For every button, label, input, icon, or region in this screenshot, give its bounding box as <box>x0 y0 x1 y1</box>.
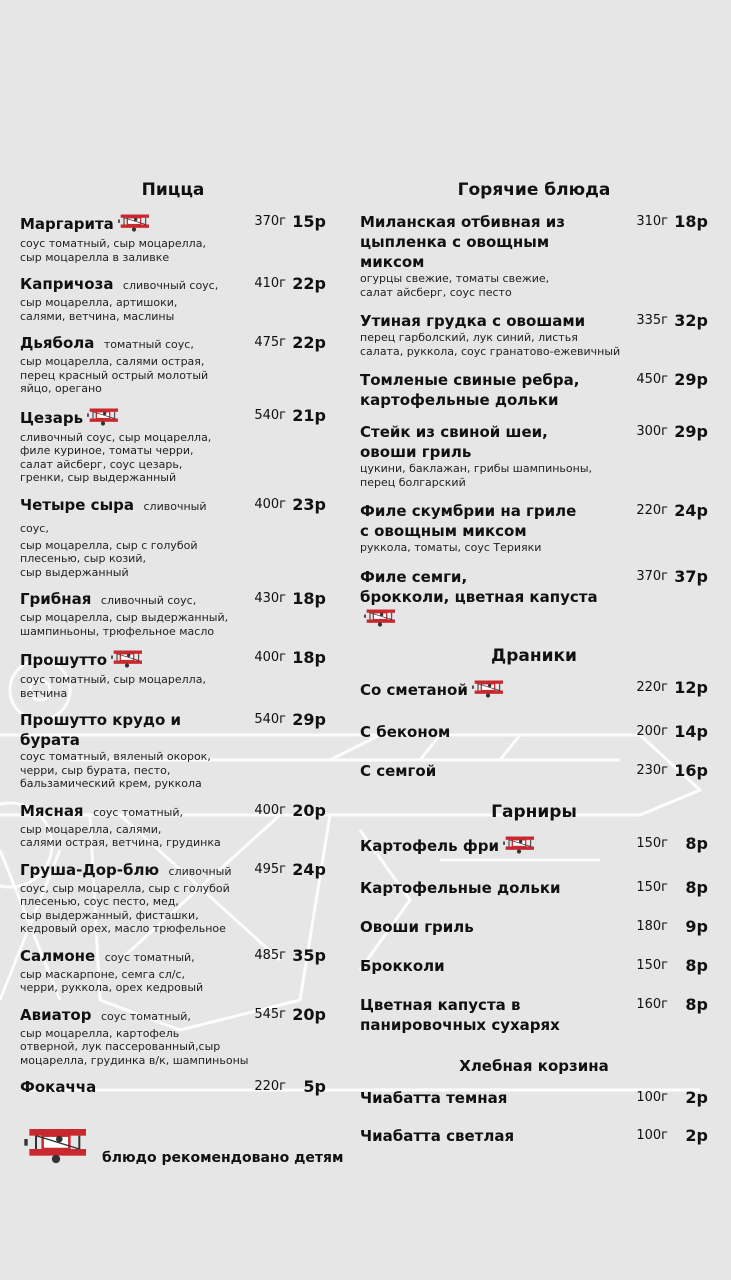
item-name-wrap <box>20 333 234 355</box>
menu-item <box>360 722 708 742</box>
item-weight: 100г <box>636 1089 668 1105</box>
item-name: Филе семги, брокколи, цветная капуста <box>360 567 598 606</box>
item-weight: 545г <box>254 1006 286 1022</box>
item-name-wrap <box>20 801 234 823</box>
item-weight: 150г <box>636 957 668 973</box>
item-head <box>360 567 708 632</box>
item-name: Авиатор <box>20 1005 92 1024</box>
item-description: соус, сыр моцарелла, сыр с голубой плесенью, соус песто, мед, сыр выдержанный, фисташки, кедровый орех, масло трюфельное <box>20 881 230 935</box>
item-head <box>20 648 326 673</box>
item-desc-inline: соус томатный, <box>101 950 195 964</box>
item-price: 5р <box>303 1077 326 1096</box>
item-name: Фокачча <box>20 1078 97 1096</box>
item-weight: 310г <box>636 214 668 229</box>
item-name-wrap <box>360 917 616 937</box>
menu-item <box>360 501 708 555</box>
item-name-wrap <box>20 589 234 611</box>
item-name-wrap <box>360 311 616 331</box>
biplane-icon <box>502 834 536 859</box>
menu-item <box>360 370 708 410</box>
item-name: Цезарь <box>20 408 84 427</box>
item-weight: 370г <box>636 568 668 584</box>
menu-item <box>360 422 708 489</box>
item-name-wrap <box>20 710 234 750</box>
item-price: 20р <box>292 800 326 820</box>
item-description: цукини, баклажан, грибы шампиньоны, перец болгарский <box>360 462 592 489</box>
item-weight: 335г <box>636 313 668 328</box>
item-head <box>360 956 708 976</box>
item-head <box>360 501 708 541</box>
item-name: Стейк из свиной шеи, овоши гриль <box>360 423 548 461</box>
item-weight: 100г <box>636 1127 668 1143</box>
menu-item <box>360 878 708 898</box>
menu-item <box>20 946 326 995</box>
item-description: сливочный соус, сыр моцарелла, филе куриное, томаты черри, салат айсберг, соус цезарь, гренки, сыр выдержанный <box>20 430 212 484</box>
hot-section-title: Горячие блюда <box>457 180 611 200</box>
item-name-wrap <box>20 1005 234 1027</box>
item-price: 18р <box>292 589 326 608</box>
item-name: Филе скумбрии на гриле с овощным миксом <box>360 502 577 540</box>
item-desc-inline: сливочный соус, <box>20 499 207 535</box>
item-weight: 475г <box>254 335 286 350</box>
item-head <box>20 710 326 750</box>
item-weight: 495г <box>254 861 286 877</box>
item-name: Овоши гриль <box>360 917 474 936</box>
draniki-list <box>360 678 708 781</box>
hot-dishes-list <box>360 212 708 632</box>
item-weight: 540г <box>254 712 286 727</box>
item-price: 18р <box>674 212 708 231</box>
biplane-icon <box>20 1124 92 1168</box>
item-description: соус томатный, сыр моцарелла, ветчина <box>20 673 206 700</box>
item-weight: 370г <box>254 214 286 229</box>
item-name-wrap <box>360 567 616 632</box>
item-name-wrap <box>360 678 616 703</box>
item-weight: 220г <box>636 503 668 518</box>
right-column <box>360 178 708 1164</box>
item-weight: 150г <box>636 835 668 851</box>
item-name: Салмоне <box>20 946 96 965</box>
item-name-wrap <box>360 722 616 742</box>
item-name: Мясная <box>20 801 84 820</box>
menu-item <box>20 589 326 638</box>
item-head <box>20 589 326 611</box>
item-description: перец гарболский, лук синий, листья салата, руккола, соус гранатово-ежевичный <box>360 331 621 358</box>
menu-item <box>20 212 326 264</box>
menu-item <box>360 761 708 781</box>
menu-item <box>360 917 708 937</box>
item-price: 2р <box>685 1125 708 1145</box>
item-name: Со сметаной <box>360 680 468 699</box>
item-name: Капричоза <box>20 275 114 293</box>
item-description: сыр моцарелла, сыр выдержанный, шампиньоны, трюфельное масло <box>20 611 229 638</box>
item-head <box>360 678 708 703</box>
item-price: 22р <box>292 274 326 293</box>
item-weight: 200г <box>636 723 668 739</box>
item-price: 37р <box>674 566 708 586</box>
pizza-list <box>20 212 326 1097</box>
item-name-wrap <box>360 1126 616 1146</box>
item-weight: 410г <box>254 276 286 291</box>
menu-item <box>360 995 708 1035</box>
biplane-icon <box>117 212 151 237</box>
item-name-wrap <box>360 422 616 462</box>
item-name: Картофельные дольки <box>360 878 561 897</box>
item-name-wrap <box>20 274 234 296</box>
item-description: сыр моцарелла, картофель отверной, лук пассерованный,сыр моцарелла, грудинка в/к, шампиньоны <box>20 1026 249 1067</box>
menu-item <box>20 1077 326 1097</box>
item-head <box>360 1088 708 1108</box>
menu-item <box>20 710 326 791</box>
item-price: 14р <box>674 721 708 741</box>
item-price: 24р <box>292 859 326 879</box>
menu-item <box>360 1088 708 1108</box>
item-weight: 450г <box>636 372 668 387</box>
item-name: Картофель фри <box>360 836 499 855</box>
item-price: 35р <box>292 945 326 965</box>
item-name-wrap <box>360 761 616 781</box>
item-name-wrap <box>360 501 616 541</box>
bread-list <box>360 1088 708 1146</box>
menu-item <box>20 860 326 936</box>
item-desc-inline: соус томатный, <box>89 805 184 819</box>
item-name: Груша-Дор-блю <box>20 860 160 879</box>
menu-item <box>360 678 708 703</box>
item-name: Дьябола <box>20 334 95 352</box>
item-head <box>360 422 708 462</box>
item-head <box>360 878 708 898</box>
item-price: 20р <box>292 1004 326 1024</box>
item-weight: 160г <box>636 996 668 1012</box>
item-description: сыр маскарпоне, семга сл/с, черри, руккола, орех кедровый <box>20 967 204 994</box>
menu-item <box>20 648 326 700</box>
item-price: 8р <box>685 877 708 897</box>
item-head <box>20 333 326 355</box>
item-name: Грибная <box>20 590 92 608</box>
item-name: Утиная грудка с овошами <box>360 312 586 330</box>
item-name-wrap <box>20 495 234 539</box>
bread-section-title: Хлебная корзина <box>459 1056 609 1075</box>
item-name: Брокколи <box>360 956 445 975</box>
item-name: Томленые свиные ребра, картофельные дольки <box>360 371 580 409</box>
legend-text: блюдо рекомендовано детям <box>102 1150 344 1166</box>
item-description: руккола, томаты, соус Терияки <box>360 541 542 554</box>
item-head <box>360 1126 708 1146</box>
item-weight: 400г <box>254 496 286 512</box>
item-head <box>20 495 326 539</box>
item-name-wrap <box>360 370 616 410</box>
item-head <box>360 212 708 272</box>
item-name: Чиабатта темная <box>360 1088 508 1107</box>
item-description: соус томатный, вяленый окорок, черри, сыр бурата, песто, бальзамический крем, руккола <box>20 750 211 790</box>
item-head <box>360 834 708 859</box>
item-price: 12р <box>674 677 708 697</box>
menu-item <box>20 1005 326 1068</box>
item-head <box>360 722 708 742</box>
item-weight: 150г <box>636 879 668 895</box>
item-name-wrap <box>360 995 616 1035</box>
item-name-wrap <box>20 648 234 673</box>
item-head <box>360 995 708 1035</box>
item-name-wrap <box>20 1077 234 1097</box>
item-price: 8р <box>685 955 708 975</box>
item-desc-inline: сливочный соус, <box>119 279 219 292</box>
item-name: Миланская отбивная из цыпленка с овощным миксом <box>360 213 565 271</box>
biplane-icon <box>471 678 505 703</box>
item-price: 21р <box>292 405 326 425</box>
menu-item <box>20 333 326 396</box>
garnish-section-title: Гарниры <box>491 801 577 822</box>
item-price: 8р <box>685 833 708 853</box>
item-head <box>20 1005 326 1027</box>
item-name-wrap <box>360 956 616 976</box>
menu-item <box>20 495 326 580</box>
item-weight: 400г <box>254 802 286 818</box>
item-price: 29р <box>674 370 708 389</box>
item-name-wrap <box>20 860 234 882</box>
item-name: С беконом <box>360 722 451 741</box>
item-desc-inline: томатный соус, <box>100 338 194 351</box>
item-head <box>360 917 708 937</box>
item-head <box>360 761 708 781</box>
garnish-list <box>360 834 708 1035</box>
item-price: 8р <box>685 994 708 1014</box>
item-head <box>20 801 326 823</box>
item-price: 23р <box>292 494 326 514</box>
item-name: Четыре сыра <box>20 495 135 514</box>
item-desc-inline: соус томатный, <box>97 1009 191 1023</box>
item-name-wrap <box>20 406 234 431</box>
item-desc-inline: сливочный <box>165 864 232 878</box>
menu-item <box>20 406 326 485</box>
item-description: соус томатный, сыр моцарелла, сыр моцарелла в заливке <box>20 237 206 264</box>
item-desc-inline: сливочный соус, <box>97 594 197 607</box>
biplane-icon <box>363 607 397 632</box>
item-price: 2р <box>685 1087 708 1107</box>
item-weight: 180г <box>636 918 668 934</box>
menu-item <box>360 834 708 859</box>
draniki-section-title: Драники <box>491 645 577 666</box>
item-head <box>20 274 326 296</box>
item-weight: 485г <box>254 947 286 963</box>
menu-item <box>360 311 708 358</box>
item-name-wrap <box>20 212 234 237</box>
item-name: Цветная капуста в панировочных сухарях <box>360 995 560 1034</box>
item-price: 16р <box>674 760 708 780</box>
item-price: 29р <box>292 710 326 729</box>
item-name: Маргарита <box>20 215 114 233</box>
item-name-wrap <box>360 878 616 898</box>
item-price: 29р <box>674 422 708 441</box>
menu-item <box>20 801 326 850</box>
pizza-column <box>20 178 326 1107</box>
item-name-wrap <box>20 946 234 968</box>
item-description: огурцы свежие, томаты свежие, салат айсберг, соус песто <box>360 272 550 299</box>
item-weight: 220г <box>636 679 668 695</box>
item-head <box>360 370 708 410</box>
item-weight: 300г <box>636 424 668 439</box>
biplane-icon <box>86 406 120 431</box>
menu-item <box>360 956 708 976</box>
item-name: Прошутто крудо и бурата <box>20 711 182 749</box>
menu-item <box>20 274 326 323</box>
item-description: сыр моцарелла, артишоки, салями, ветчина, маслины <box>20 296 178 323</box>
item-price: 18р <box>292 648 326 667</box>
item-head <box>20 1077 326 1097</box>
item-name-wrap <box>360 212 616 272</box>
item-description: сыр моцарелла, салями, салями острая, ветчина, грудинка <box>20 822 221 849</box>
item-weight: 220г <box>254 1079 286 1094</box>
item-price: 32р <box>674 311 708 330</box>
menu-item <box>360 1126 708 1146</box>
item-weight: 400г <box>254 650 286 665</box>
menu-item <box>360 212 708 299</box>
item-price: 24р <box>674 501 708 520</box>
item-name-wrap <box>360 1088 616 1108</box>
kids-legend <box>20 1124 343 1168</box>
menu-item <box>360 567 708 632</box>
item-description: сыр моцарелла, сыр с голубой плесенью, сыр козий, сыр выдержанный <box>20 538 198 579</box>
item-name: Прошутто <box>20 651 107 669</box>
item-head <box>20 860 326 882</box>
item-name-wrap <box>360 834 616 859</box>
biplane-icon <box>110 648 144 673</box>
item-weight: 540г <box>254 407 286 423</box>
item-weight: 230г <box>636 762 668 778</box>
item-name: С семгой <box>360 761 437 780</box>
pizza-section-title: Пицца <box>141 180 205 200</box>
item-head <box>20 212 326 237</box>
item-description: сыр моцарелла, салями острая, перец красный острый молотый яйцо, орегано <box>20 355 209 395</box>
item-weight: 430г <box>254 591 286 606</box>
item-price: 22р <box>292 333 326 352</box>
item-price: 15р <box>292 212 326 231</box>
item-head <box>360 311 708 331</box>
item-head <box>20 406 326 431</box>
item-head <box>20 946 326 968</box>
item-price: 9р <box>685 916 708 936</box>
item-name: Чиабатта светлая <box>360 1126 515 1145</box>
